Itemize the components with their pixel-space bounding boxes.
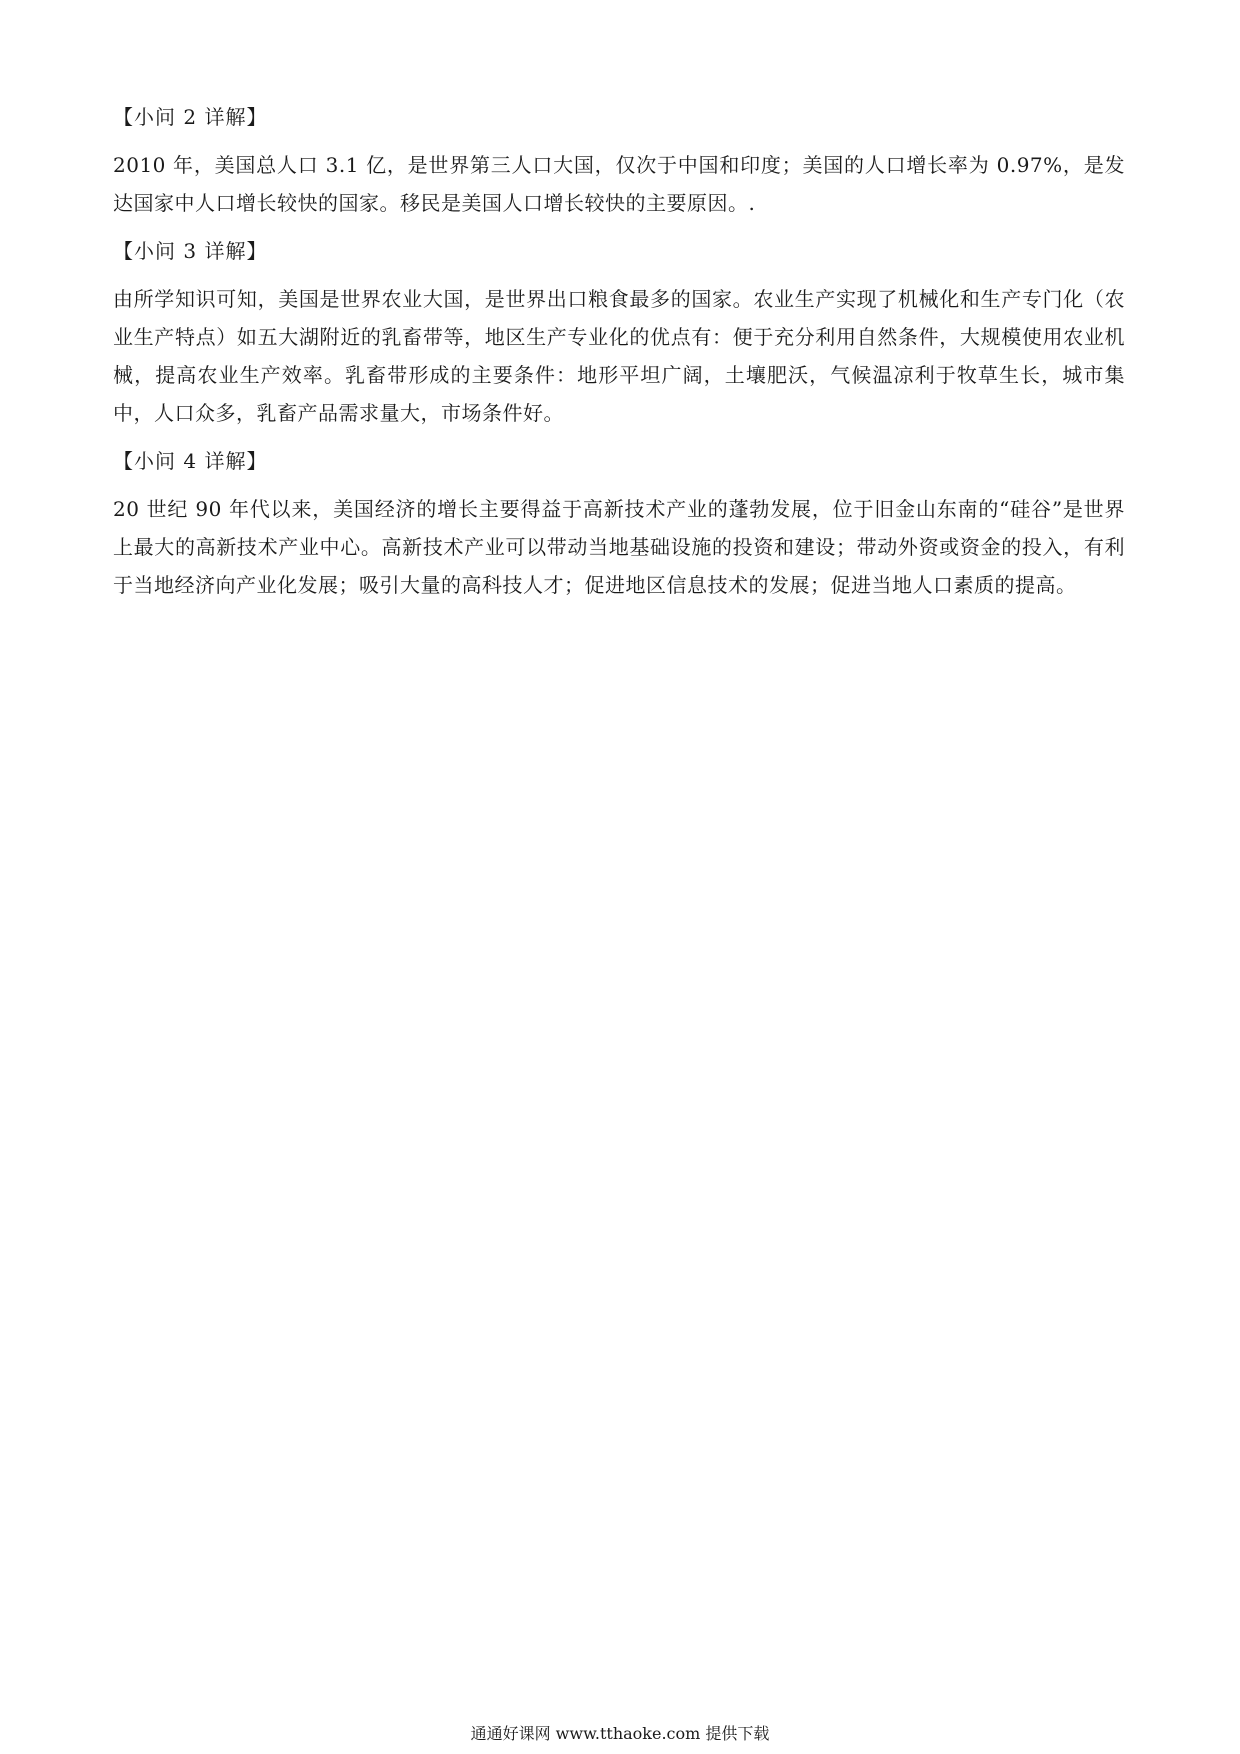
answer-content (113, 98, 1125, 614)
section-heading-q3: 【小问 3 详解】 (113, 239, 268, 263)
section-body-q4: 20 世纪 90 年代以来，美国经济的增长主要得益于高新技术产业的蓬勃发展，位于旧金山东南的“硅谷”是世界上最大的高新技术产业中心。高新技术产业可以带动当地基础设施的投资和建设；带动外资或资金的投入，有利于当地经济向产业化发展；吸引大量的高科技人才；促进地区信息技术的发展；促进当地人口素质的提高。 (113, 497, 1125, 597)
section-heading-q2: 【小问 2 详解】 (113, 105, 268, 129)
section-body-q3: 由所学知识可知，美国是世界农业大国，是世界出口粮食最多的国家。农业生产实现了机械化和生产专门化（农业生产特点）如五大湖附近的乳畜带等，地区生产专业化的优点有：便于充分利用自然条件，大规模使用农业机械，提高农业生产效率。乳畜带形成的主要条件：地形平坦广阔，土壤肥沃，气候温凉利于牧草生长，城市集中，人口众多，乳畜产品需求量大，市场条件好。 (113, 287, 1125, 425)
section-heading-q4: 【小问 4 详解】 (113, 449, 268, 473)
section-body-q2: 2010 年，美国总人口 3.1 亿，是世界第三人口大国，仅次于中国和印度；美国的人口增长率为 0.97%，是发达国家中人口增长较快的国家。移民是美国人口增长较快的主要原因。. (113, 153, 1125, 215)
page-footer: 通通好课网 www.tthaoke.com 提供下载 (470, 1724, 770, 1743)
